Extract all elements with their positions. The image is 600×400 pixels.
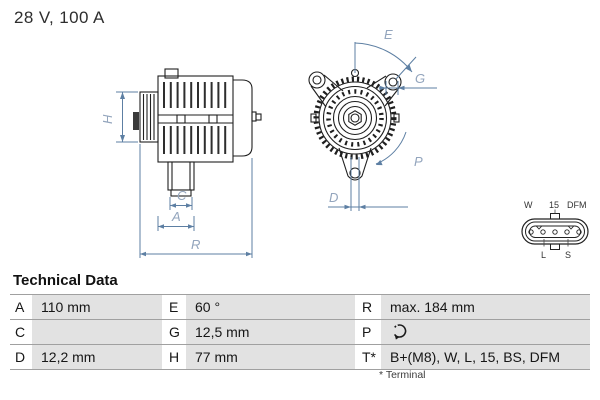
row-value: 60 ° <box>186 295 355 319</box>
pin-label-s: S <box>565 250 572 260</box>
pin-label-l: L <box>541 250 547 260</box>
row-value: 12,5 mm <box>186 320 355 344</box>
dim-label-g: G <box>415 71 426 86</box>
row-label: T* <box>357 345 379 369</box>
pin-label-dfm: DFM <box>567 200 587 210</box>
top-lug <box>165 69 178 78</box>
rear-cover <box>233 80 252 156</box>
row-label: D <box>10 345 30 369</box>
row-label: C <box>10 320 30 344</box>
pin-label-w: W <box>524 200 533 210</box>
alternator-side-view-drawing <box>85 38 270 268</box>
row-label: G <box>164 320 184 344</box>
dim-label-d: D <box>329 190 339 205</box>
table-row <box>10 319 590 344</box>
dim-label-c: C <box>177 188 187 203</box>
row-value: 110 mm <box>32 295 162 319</box>
row-value: 12,2 mm <box>32 345 162 369</box>
row-label: A <box>10 295 30 319</box>
technical-data-table <box>10 294 590 370</box>
table-row <box>10 344 590 369</box>
connector-pin <box>565 230 569 234</box>
shaft-stub <box>133 112 139 130</box>
row-label: H <box>164 345 184 369</box>
row-label: R <box>357 295 379 319</box>
mounting-ear-top-left <box>309 72 325 88</box>
dim-label-h: H <box>100 114 115 124</box>
row-value: max. 184 mm <box>381 295 590 319</box>
terminal-footnote: * Terminal <box>379 369 426 381</box>
alternator-front-view-drawing <box>300 25 450 220</box>
terminal-stud <box>252 112 256 121</box>
connector-pin <box>553 230 557 234</box>
dim-label-a: A <box>172 209 181 224</box>
dim-label-p: P <box>414 154 423 169</box>
pin-label-15: 15 <box>549 200 560 210</box>
connector-tab-bottom <box>551 244 560 250</box>
connector-pin <box>541 230 545 234</box>
technical-data-section <box>10 272 590 381</box>
dim-label-r: R <box>191 237 201 252</box>
pulley <box>140 92 158 142</box>
row-label: P <box>357 320 379 344</box>
row-value: B+(M8), W, L, 15, BS, DFM <box>381 345 590 369</box>
row-value: 77 mm <box>186 345 355 369</box>
row-value <box>32 320 162 344</box>
table-row <box>10 294 590 319</box>
section-title: Technical Data <box>13 272 118 289</box>
row-label: E <box>164 295 184 319</box>
connector-tab-top <box>551 214 560 220</box>
housing <box>158 76 233 162</box>
connector-plug-diagram <box>502 192 597 260</box>
row-value-rotation <box>381 320 590 344</box>
rotation-direction-icon <box>390 322 410 342</box>
voltage-current-rating: 28 V, 100 A <box>14 8 105 27</box>
dim-label-e: E <box>384 27 393 42</box>
